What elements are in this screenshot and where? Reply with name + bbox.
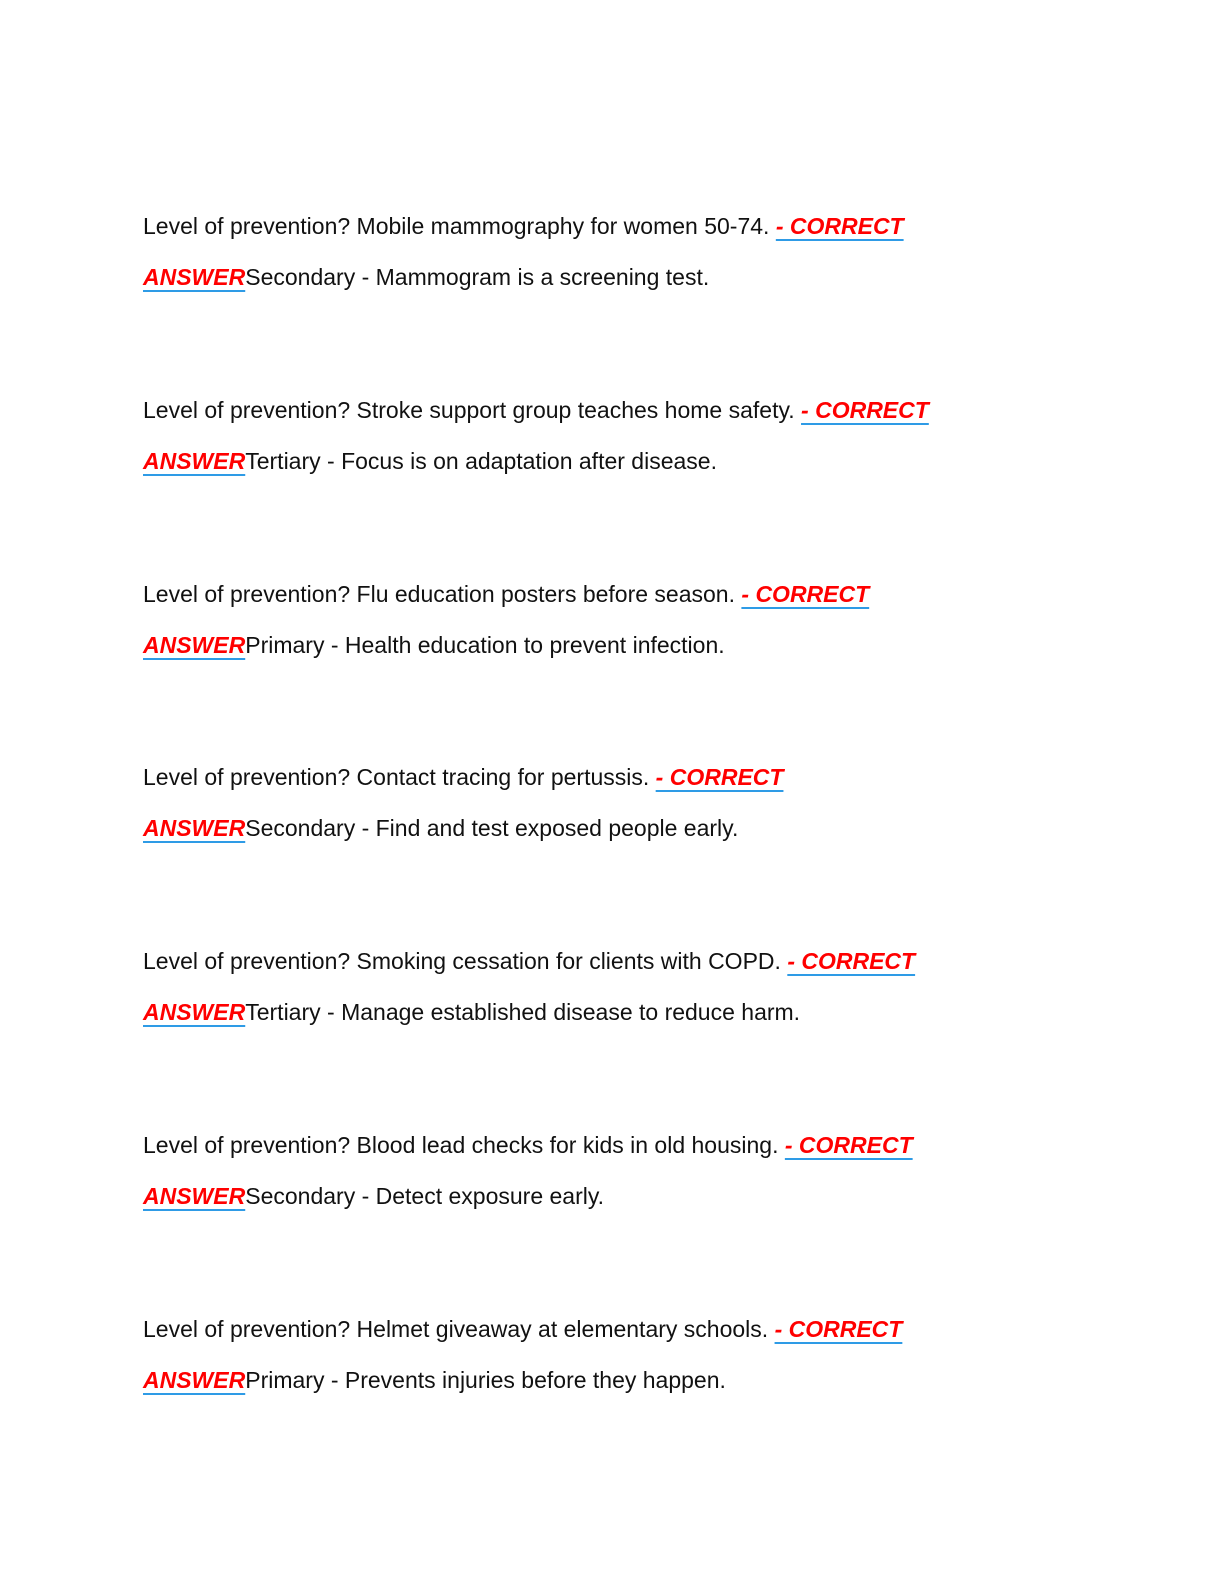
answer-line (143, 803, 1103, 854)
question-text: Level of prevention? Stroke support group teaches home safety. (143, 397, 795, 423)
answer-line (143, 252, 1103, 303)
correct-answer-marker: - CORRECT (774, 1316, 903, 1342)
correct-answer-marker: - CORRECT (784, 1132, 913, 1158)
answer-text: Secondary - Find and test exposed people early. (245, 815, 739, 841)
question-text: Level of prevention? Mobile mammography for women 50-74. (143, 213, 770, 239)
qa-item (143, 1120, 1103, 1222)
qa-item (143, 936, 1103, 1038)
answer-text: Primary - Health education to prevent infection. (245, 632, 725, 658)
correct-answer-marker: - CORRECT (775, 213, 904, 239)
correct-answer-marker: - CORRECT (801, 397, 929, 423)
question-line (143, 385, 1103, 436)
answer-marker: ANSWER (143, 999, 246, 1025)
qa-item (143, 201, 1103, 303)
answer-marker: ANSWER (143, 264, 246, 290)
correct-answer-marker: - CORRECT (787, 948, 916, 974)
answer-text: Secondary - Mammogram is a screening test. (245, 264, 710, 290)
answer-marker: ANSWER (143, 1367, 246, 1393)
question-line (143, 201, 1103, 252)
correct-answer-marker: - CORRECT (741, 581, 870, 607)
answer-text: Secondary - Detect exposure early. (245, 1183, 605, 1209)
question-text: Level of prevention? Contact tracing for pertussis. (143, 764, 650, 790)
answer-marker: ANSWER (143, 632, 246, 658)
answer-marker: ANSWER (143, 815, 246, 841)
answer-line (143, 620, 1103, 671)
question-text: Level of prevention? Smoking cessation for clients with COPD. (143, 948, 781, 974)
question-line (143, 936, 1103, 987)
question-line (143, 1304, 1103, 1355)
qa-item (143, 385, 1103, 487)
answer-text: Tertiary - Focus is on adaptation after disease. (245, 448, 717, 474)
answer-text: Primary - Prevents injuries before they happen. (245, 1367, 726, 1393)
question-text: Level of prevention? Helmet giveaway at elementary schools. (143, 1316, 769, 1342)
answer-marker: ANSWER (143, 1183, 246, 1209)
answer-line (143, 1171, 1103, 1222)
answer-line (143, 1355, 1103, 1406)
question-line (143, 1120, 1103, 1171)
qa-item (143, 752, 1103, 854)
answer-text: Tertiary - Manage established disease to reduce harm. (245, 999, 801, 1025)
question-line (143, 569, 1103, 620)
correct-answer-marker: - CORRECT (655, 764, 784, 790)
qa-item (143, 569, 1103, 671)
qa-item (143, 1304, 1103, 1406)
answer-line (143, 436, 1103, 487)
answer-line (143, 987, 1103, 1038)
question-text: Level of prevention? Flu education posters before season. (143, 581, 735, 607)
answer-marker: ANSWER (143, 448, 246, 474)
question-text: Level of prevention? Blood lead checks for kids in old housing. (143, 1132, 779, 1158)
question-line (143, 752, 1103, 803)
